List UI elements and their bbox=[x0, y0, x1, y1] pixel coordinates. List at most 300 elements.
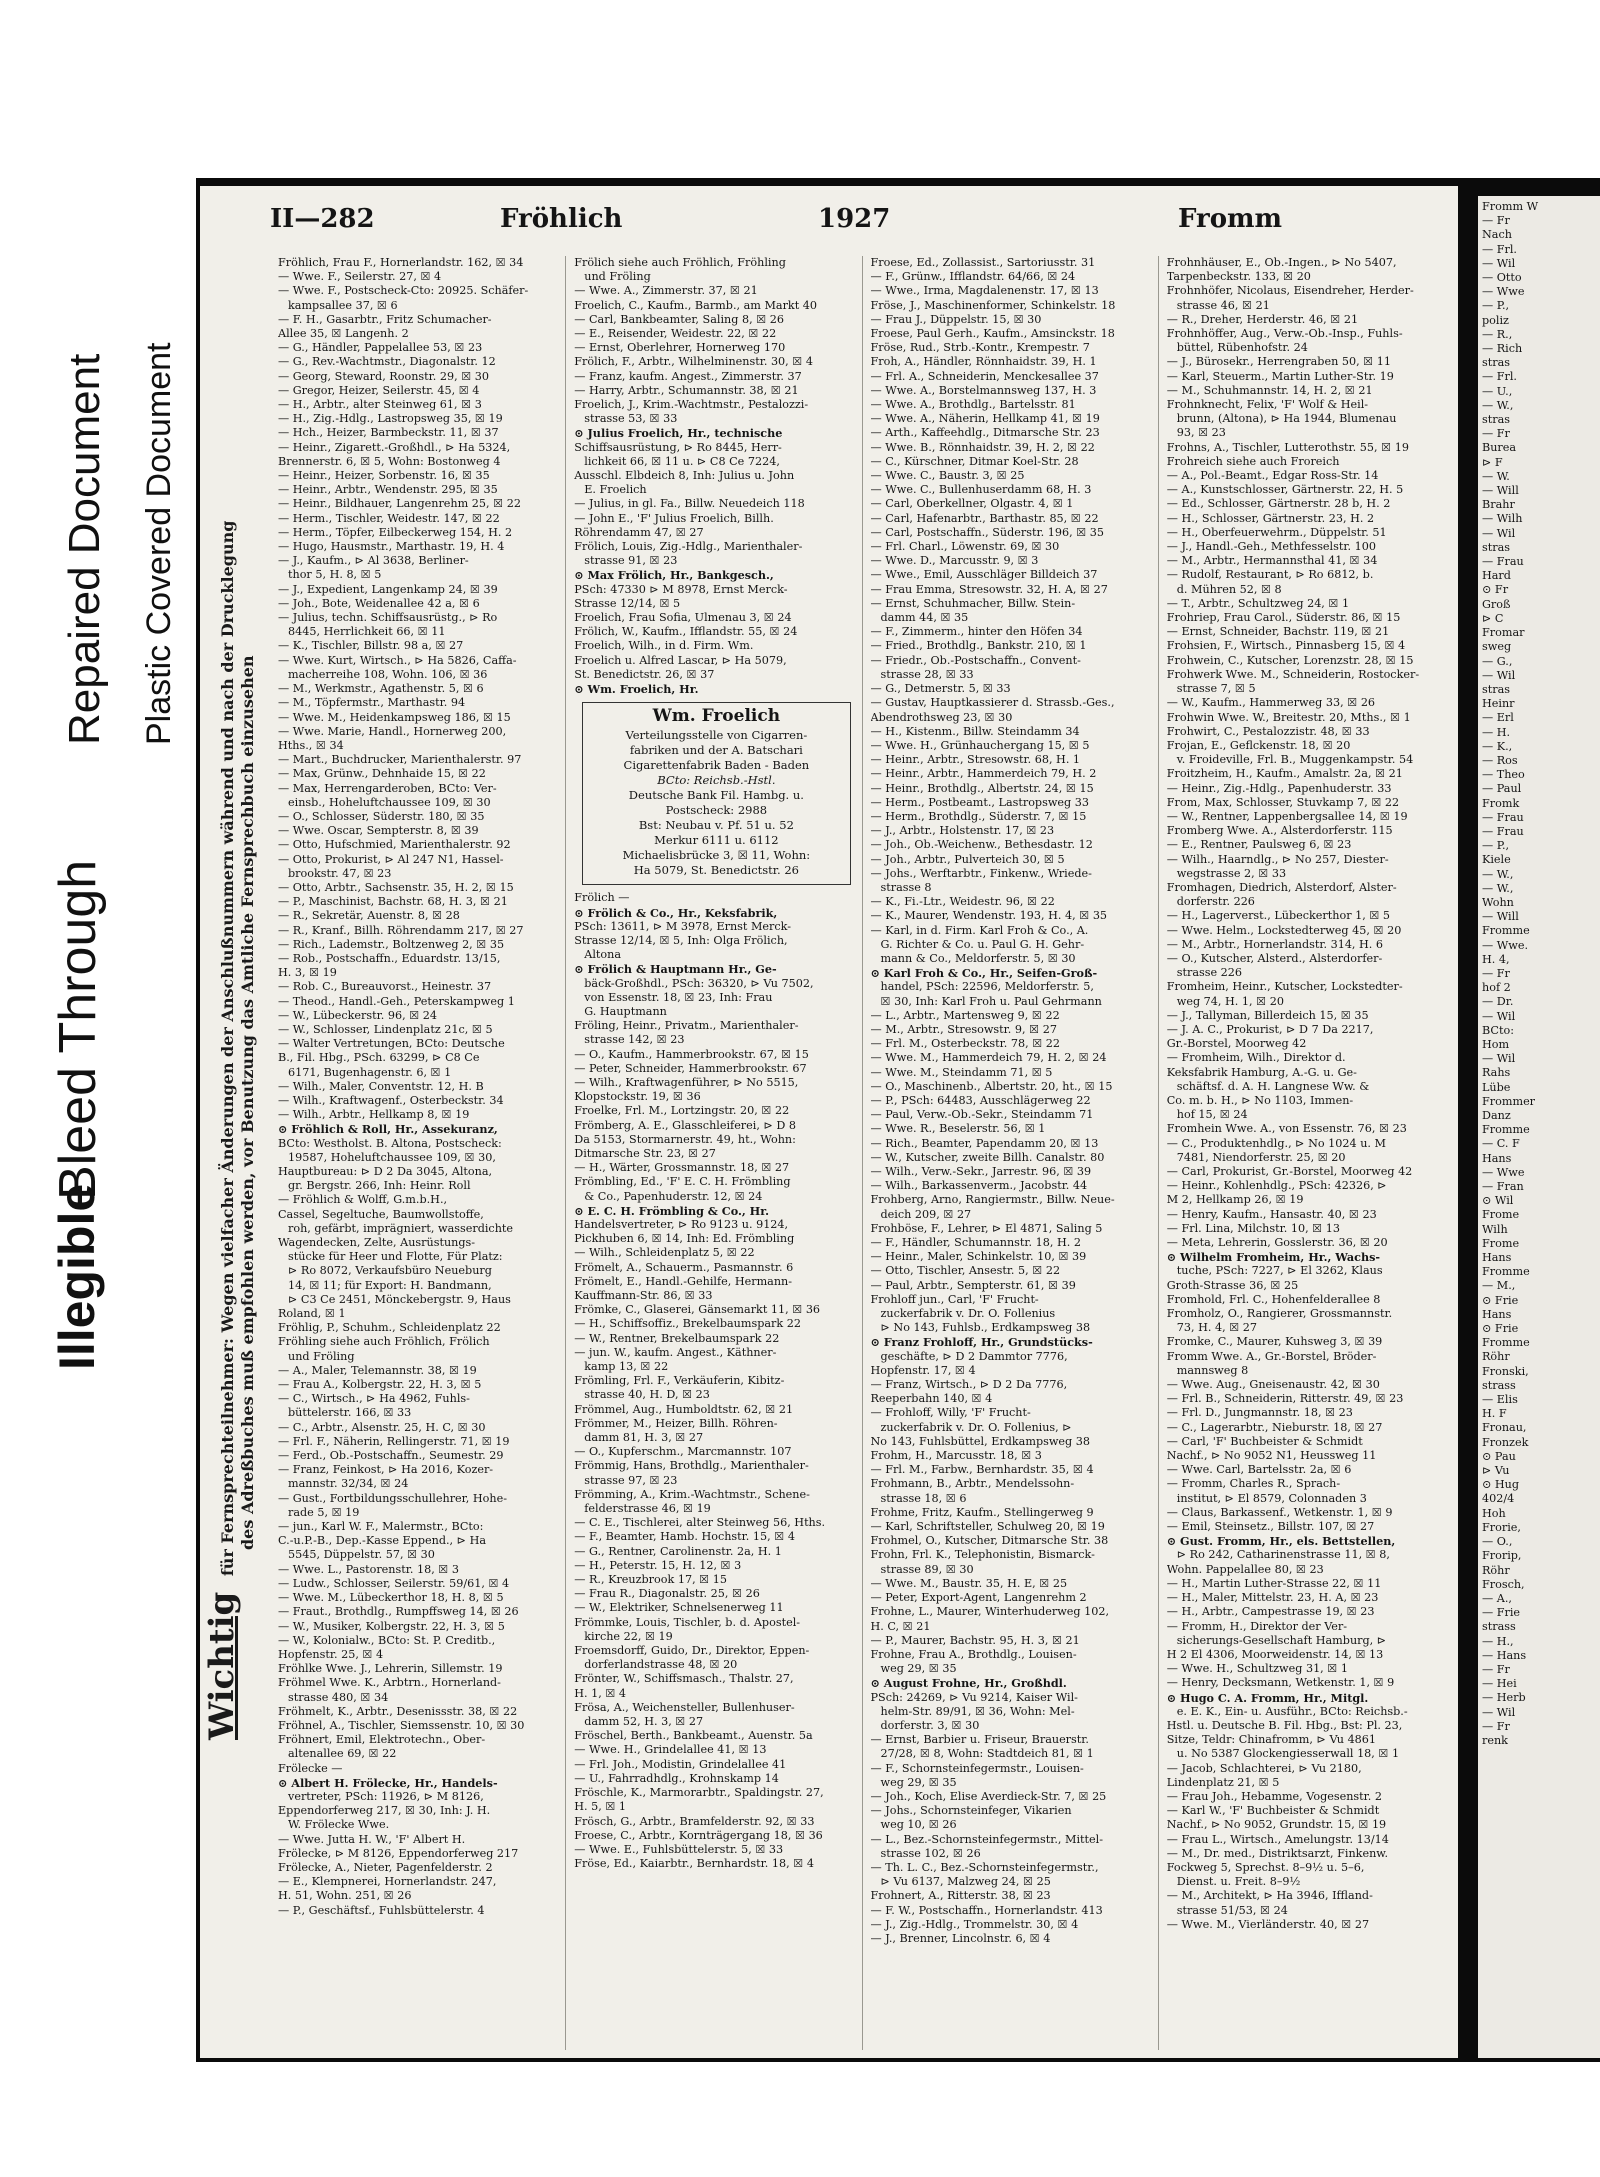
directory-entry-line: Fröhlig, P., Schuhm., Schleidenplatz 22 bbox=[278, 1321, 501, 1335]
header-left-word: Fröhlich bbox=[500, 204, 623, 234]
directory-entry-line: & Co., Papenhuderstr. 12, ☒ 24 bbox=[584, 1189, 763, 1203]
directory-entry-line: — Wilh., Arbtr., Hellkamp 8, ☒ 19 bbox=[278, 1108, 470, 1122]
directory-entry-line: — Ernst, Schuhmacher, Billw. Stein- bbox=[870, 596, 1076, 610]
next-page-fragment: — M., bbox=[1482, 1279, 1516, 1293]
directory-entry-line: ⊙ Wilhelm Fromheim, Hr., Wachs- bbox=[1166, 1250, 1381, 1265]
directory-entry-line: — W., Elektriker, Schnelsenerweg 11 bbox=[574, 1601, 784, 1615]
directory-entry-line: — C., Arbtr., Alsenstr. 25, H. C, ☒ 30 bbox=[278, 1420, 486, 1434]
next-page-fragment: Danz bbox=[1482, 1109, 1511, 1122]
directory-entry-line: — Heinr., Brothdlg., Albertstr. 24, ☒ 15 bbox=[870, 781, 1094, 795]
directory-entry-line: Frölich siehe auch Fröhlich, Fröhling bbox=[574, 256, 786, 269]
directory-entry-line: — G., Detmerstr. 5, ☒ 33 bbox=[870, 682, 1011, 696]
side-notice-line-2: des Adreßbuches muß empfohlen werden, vor Benutzung das Amtliche Fernsprechbuch einzusehen bbox=[238, 655, 257, 1550]
directory-entry-line: Fröse, J., Maschinenformer, Schinkelstr. 18 bbox=[870, 298, 1116, 312]
directory-entry-line: — Wilh., Haarndlg., ⊳ No 257, Diester- bbox=[1166, 852, 1389, 866]
directory-entry-line: Ditmarsche Str. 23, ☒ 27 bbox=[574, 1146, 716, 1160]
directory-entry-line: — Friedr., Ob.-Postschaffn., Convent- bbox=[870, 653, 1081, 667]
directory-entry-line: 8445, Herrlichkeit 66, ☒ 11 bbox=[288, 625, 446, 639]
directory-entry-line: und Fröling bbox=[584, 270, 651, 284]
directory-entry-line: — Wwe. M., Heidenkampsweg 186, ☒ 15 bbox=[278, 710, 511, 724]
next-page-fragment: — O., bbox=[1482, 1535, 1513, 1549]
directory-entry-line: handel, PSch: 22596, Meldorferstr. 5, bbox=[880, 980, 1094, 994]
directory-entry-line: geschäfte, ⊳ D 2 Dammtor 7776, bbox=[880, 1349, 1068, 1363]
next-page-fragment: ⊙ Frie bbox=[1482, 1322, 1519, 1336]
directory-entry-line: Froese, C., Arbtr., Kornträgergang 18, ☒ 36 bbox=[574, 1828, 823, 1842]
directory-entry-line: Frohmel, O., Kutscher, Ditmarsche Str. 38 bbox=[870, 1534, 1109, 1548]
next-page-fragment: — Fr bbox=[1482, 214, 1510, 228]
directory-entry-line: — Wwe. M., Baustr. 35, H. E, ☒ 25 bbox=[870, 1576, 1068, 1590]
directory-entry-line: — Max, Herrengarderoben, BCto: Ver- bbox=[278, 781, 497, 795]
directory-entry-line: — M., Werkmstr., Agathenstr. 5, ☒ 6 bbox=[278, 682, 484, 696]
next-page-fragment: Hans bbox=[1482, 1307, 1512, 1321]
directory-entry-line: Frohloff jun., Carl, 'F' Frucht- bbox=[870, 1292, 1039, 1306]
next-page-fragment: Frorip, bbox=[1482, 1549, 1522, 1563]
directory-entry-line: tuche, PSch: 7227, ⊳ El 3262, Klaus bbox=[1176, 1264, 1383, 1278]
directory-entry-line: — M., Arbtr., Stresowstr. 9, ☒ 27 bbox=[870, 1022, 1057, 1036]
directory-entry-line: — Rob. C., Bureauvorst., Heinestr. 37 bbox=[278, 980, 492, 994]
directory-entry-line: — F., Händler, Schumannstr. 18, H. 2 bbox=[870, 1236, 1081, 1250]
directory-entry-line: Wohn. Pappelallee 80, ☒ 23 bbox=[1166, 1562, 1324, 1576]
directory-entry-line: — H., Arbtr., Campestrasse 19, ☒ 23 bbox=[1166, 1605, 1375, 1619]
directory-entry-line: Kauffmann-Str. 86, ☒ 33 bbox=[574, 1288, 713, 1302]
directory-entry-line: Groth-Strasse 36, ☒ 25 bbox=[1166, 1278, 1299, 1292]
next-page-fragment: — G., bbox=[1482, 654, 1513, 668]
directory-entry-line: — W., Rentner, Lappenbergsallee 14, ☒ 19 bbox=[1166, 809, 1408, 823]
directory-entry-line: — Frl. M., Osterbeckstr. 78, ☒ 22 bbox=[870, 1037, 1061, 1051]
next-page-fragment: — H., bbox=[1482, 1634, 1514, 1648]
directory-entry-line: — Wilh., Kraftwagenführer, ⊳ No 5515, bbox=[574, 1075, 799, 1089]
directory-entry-line: — H., Martin Luther-Strasse 22, ☒ 11 bbox=[1166, 1576, 1382, 1590]
directory-entry-line: macherreihe 108, Wohn. 106, ☒ 36 bbox=[288, 667, 488, 681]
next-page-fragment: poliz bbox=[1482, 313, 1509, 327]
directory-entry-line: — C. E., Tischlerei, alter Steinweg 56, Hths. bbox=[574, 1516, 826, 1530]
directory-entry-line: ⊙ August Frohne, Hr., Großhdl. bbox=[870, 1676, 1067, 1691]
next-page-fragment: strass bbox=[1482, 1620, 1516, 1634]
directory-entry-line: rade 5, ☒ 19 bbox=[288, 1505, 360, 1519]
directory-entry-line: — J., Tallyman, Billerdeich 15, ☒ 35 bbox=[1166, 1008, 1369, 1022]
directory-entry-line: Froelke, Frl. M., Lortzingstr. 20, ☒ 22 bbox=[574, 1104, 790, 1118]
directory-entry-line: Fröhmelt, K., Arbtr., Desenissstr. 38, ☒ 22 bbox=[278, 1704, 518, 1718]
directory-entry-line: — Heinr., Bildhauer, Langenrehm 25, ☒ 22 bbox=[278, 497, 521, 511]
directory-entry-line: Da 5153, Stormarnerstr. 49, ht., Wohn: bbox=[574, 1132, 796, 1146]
next-page-fragment: Hans bbox=[1482, 1251, 1512, 1265]
directory-entry-line: — C., Lagerarbtr., Nieburstr. 18, ☒ 27 bbox=[1166, 1420, 1383, 1434]
directory-entry-line: — J., Arbtr., Holstenstr. 17, ☒ 23 bbox=[870, 824, 1055, 838]
directory-entry-line: büttel, Rübenhofstr. 24 bbox=[1176, 341, 1308, 355]
directory-entry-line: Frösa, A., Weichensteller, Bullenhuser- bbox=[574, 1700, 795, 1714]
directory-entry-line: strasse 40, H. D, ☒ 23 bbox=[584, 1388, 710, 1402]
directory-entry-line: dorferstr. 226 bbox=[1176, 895, 1255, 909]
directory-entry-line: — Rob., Postschaffn., Eduardstr. 13/15, bbox=[278, 951, 501, 965]
directory-entry-line: — P., Geschäftsf., Fuhlsbüttelerstr. 4 bbox=[278, 1903, 485, 1917]
next-page-fragment: Heinr bbox=[1482, 697, 1515, 711]
next-page-fragment: — Fr bbox=[1482, 1719, 1510, 1733]
directory-entry-line: Fromheim, Heinr., Kutscher, Lockstedter- bbox=[1166, 980, 1403, 994]
directory-entry-line: Frölecke, ⊳ M 8126, Eppendorferweg 217 bbox=[278, 1846, 519, 1860]
directory-entry-line: Nachf., ⊳ No 9052, Grundstr. 15, ☒ 19 bbox=[1166, 1818, 1387, 1832]
directory-entry-line: — Carl, Hafenarbtr., Barthastr. 85, ☒ 22 bbox=[870, 511, 1099, 525]
directory-entry-line: Strasse 12/14, ☒ 5, Inh: Olga Frölich, bbox=[574, 933, 788, 947]
directory-entry-line: strasse 28, ☒ 33 bbox=[880, 667, 974, 681]
directory-entry-line: — W., Kolonialw., BCto: St. P. Creditb., bbox=[278, 1633, 496, 1647]
directory-entry-line: strasse 8 bbox=[880, 880, 932, 894]
directory-entry-line: — M., Dr. med., Distriktsarzt, Finkenw. bbox=[1166, 1846, 1389, 1860]
directory-entry-line: Hths., ☒ 34 bbox=[278, 738, 344, 752]
directory-entry-line: — F., Schornsteinfegermstr., Louisen- bbox=[870, 1761, 1084, 1775]
directory-entry-line: — Claus, Barkassenf., Wetkenstr. 1, ☒ 9 bbox=[1166, 1505, 1393, 1519]
directory-entry-line: — Hugo, Hausmstr., Marthastr. 19, H. 4 bbox=[278, 540, 505, 554]
next-page-fragment: BCto: bbox=[1482, 1023, 1514, 1037]
next-page-fragment: stras bbox=[1482, 413, 1510, 427]
directory-entry-line: — Wwe. M., Steindamm 71, ☒ 5 bbox=[870, 1065, 1053, 1079]
directory-entry-line: — F., Grünw., Ifflandstr. 64/66, ☒ 24 bbox=[870, 270, 1076, 284]
directory-entry-line: — Paul, Verw.-Ob.-Sekr., Steindamm 71 bbox=[870, 1108, 1094, 1122]
directory-entry-line: Handelsvertreter, ⊳ Ro 9123 u. 9124, bbox=[574, 1217, 789, 1231]
directory-entry-line: dorferstr. 3, ☒ 30 bbox=[880, 1718, 980, 1732]
directory-entry-line: — H., Lagerverst., Lübeckerthor 1, ☒ 5 bbox=[1166, 909, 1391, 923]
directory-entry-line: — Gust., Fortbildungsschullehrer, Hohe- bbox=[278, 1491, 508, 1505]
directory-entry-line: mann & Co., Meldorferstr. 5, ☒ 30 bbox=[880, 951, 1076, 965]
directory-entry-line: — Johs., Werftarbtr., Finkenw., Wriede- bbox=[870, 866, 1092, 880]
next-page-fragment: — Ros bbox=[1482, 753, 1518, 767]
directory-entry-line: — J., Expedient, Langenkamp 24, ☒ 39 bbox=[278, 582, 498, 596]
directory-entry-line: strasse 142, ☒ 23 bbox=[584, 1033, 685, 1047]
directory-entry-line: — W., Rentner, Brekelbaumspark 22 bbox=[574, 1331, 780, 1345]
directory-entry-line: — Franz, kaufm. Angest., Zimmerstr. 37 bbox=[574, 369, 802, 383]
directory-entry-line: Froelich, C., Kaufm., Barmb., am Markt 40 bbox=[574, 298, 817, 312]
directory-entry-line: Altona bbox=[584, 948, 622, 962]
next-page-fragment: — Dr. bbox=[1482, 995, 1514, 1009]
directory-entry-line: — E., Rentner, Paulsweg 6, ☒ 23 bbox=[1166, 838, 1352, 852]
directory-entry-line: BCto: Westholst. B. Altona, Postscheck: bbox=[278, 1136, 502, 1150]
directory-entry-line: — Frl. Charl., Löwenstr. 69, ☒ 30 bbox=[870, 540, 1060, 554]
directory-entry-line: Allee 35, ☒ Langenh. 2 bbox=[278, 327, 409, 341]
directory-entry-line: G. Hauptmann bbox=[584, 1004, 667, 1018]
directory-entry-line: — O., Schlosser, Süderstr. 180, ☒ 35 bbox=[278, 809, 485, 823]
directory-entry-line: thor 5, H. 8, ☒ 5 bbox=[288, 568, 382, 582]
directory-entry-line: e. E. K., Ein- u. Ausführ., BCto: Reichsb.- bbox=[1176, 1704, 1408, 1718]
directory-entry-line: — Otto, Tischler, Ansestr. 5, ☒ 22 bbox=[870, 1264, 1061, 1278]
directory-entry-line: H. 51, Wohn. 251, ☒ 26 bbox=[278, 1889, 412, 1903]
directory-entry-line: — Arth., Kaffeehdlg., Ditmarsche Str. 23 bbox=[870, 426, 1100, 440]
directory-entry-line: — Fraut., Brothdlg., Rumpffsweg 14, ☒ 26 bbox=[278, 1605, 519, 1619]
directory-entry-line: weg 29, ☒ 35 bbox=[880, 1662, 957, 1676]
directory-entry-line: Hstl. u. Deutsche B. Fil. Hbg., Bst: Pl. 23, bbox=[1166, 1718, 1403, 1732]
directory-entry-line: Frömling, Frl. F., Verkäuferin, Kibitz- bbox=[574, 1374, 785, 1388]
next-page-fragment: Nach bbox=[1482, 228, 1512, 242]
directory-entry-line: weg 10, ☒ 26 bbox=[880, 1818, 957, 1832]
directory-entry-line: — Harry, Arbtr., Schumannstr. 38, ☒ 21 bbox=[574, 383, 799, 397]
page-number: II—282 bbox=[270, 204, 375, 234]
directory-entry-line: — M., Architekt, ⊳ Ha 3946, Iffland- bbox=[1166, 1889, 1373, 1903]
directory-entry-line: E. Froelich bbox=[584, 483, 647, 497]
directory-entry-line: Fröse, Ed., Kaiarbtr., Bernhardstr. 18, ☒ 4 bbox=[574, 1857, 814, 1871]
directory-entry-line: H. 5, ☒ 1 bbox=[574, 1800, 627, 1814]
directory-entry-line: — Wilh., Maler, Conventstr. 12, H. B bbox=[278, 1079, 484, 1093]
next-page-fragment: — Paul bbox=[1482, 782, 1522, 796]
directory-entry-line: — Wwe. Aug., Gneisenaustr. 42, ☒ 30 bbox=[1166, 1378, 1380, 1392]
directory-entry-line: Fröschle, K., Marmorarbtr., Spaldingstr. 27, bbox=[574, 1786, 824, 1800]
directory-entry-line: — P., PSch: 64483, Ausschlägerweg 22 bbox=[870, 1093, 1091, 1107]
directory-entry-line: ⊙ Hugo C. A. Fromm, Hr., Mitgl. bbox=[1166, 1690, 1369, 1705]
directory-entry-line: — Herm., Brothdlg., Süderstr. 7, ☒ 15 bbox=[870, 809, 1087, 823]
directory-entry-line: — Theod., Handl.-Geh., Peterskampweg 1 bbox=[278, 994, 515, 1008]
directory-entry-line: Froese, Ed., Zollassist., Sartoriusstr. 31 bbox=[870, 256, 1096, 269]
next-page-fragment: strass bbox=[1482, 1378, 1516, 1392]
directory-entry-line: — Carl, Oberkellner, Olgastr. 4, ☒ 1 bbox=[870, 497, 1074, 511]
directory-entry-line: — Otto, Prokurist, ⊳ Al 247 N1, Hassel- bbox=[278, 852, 504, 866]
directory-entry-line: vertreter, PSch: 11926, ⊳ M 8126, bbox=[288, 1789, 484, 1803]
directory-entry-line: — U., Fahrradhdlg., Krohnskamp 14 bbox=[574, 1771, 779, 1785]
directory-entry-line: — M., Arbtr., Hermannsthal 41, ☒ 34 bbox=[1166, 554, 1378, 568]
directory-entry-line: C.-u.P.-B., Dep.-Kasse Eppend., ⊳ Ha bbox=[278, 1534, 487, 1548]
directory-entry-line: — Georg, Steward, Roonstr. 29, ☒ 30 bbox=[278, 369, 490, 383]
directory-entry-line: büttelerstr. 166, ☒ 33 bbox=[288, 1406, 412, 1420]
directory-entry-line: — Peter, Schneider, Hammerbrookstr. 67 bbox=[574, 1061, 807, 1075]
directory-entry-line: Frohreich siehe auch Froreich bbox=[1166, 454, 1340, 468]
directory-entry-line: brookstr. 47, ☒ 23 bbox=[288, 866, 392, 880]
directory-entry-line: Reeperbahn 140, ☒ 4 bbox=[870, 1392, 993, 1406]
directory-entry-line: Keksfabrik Hamburg, A.-G. u. Ge- bbox=[1166, 1065, 1357, 1079]
directory-entry-line: — Herm., Postbeamt., Lastropsweg 33 bbox=[870, 795, 1089, 809]
directory-entry-line: — Peter, Export-Agent, Langenrehm 2 bbox=[870, 1591, 1087, 1605]
directory-entry-line: stücke für Heer und Flotte, Für Platz: bbox=[288, 1250, 503, 1264]
advertisement-line: Michaelisbrücke 3, ☒ 11, Wohn: bbox=[622, 848, 811, 863]
directory-entry-line: strasse 89, ☒ 30 bbox=[880, 1562, 974, 1576]
next-page-fragment: Fromme bbox=[1482, 1336, 1530, 1350]
directory-column-1 bbox=[278, 256, 566, 2050]
directory-entry-line: damm 44, ☒ 35 bbox=[880, 611, 969, 625]
directory-entry-line: Frohwin Wwe. W., Breitestr. 20, Mths., ☒ 1 bbox=[1166, 710, 1411, 724]
plastic-covered-stamp: Plastic Covered Document bbox=[140, 342, 178, 745]
directory-entry-line: ☒ 30, Inh: Karl Froh u. Paul Gehrmann bbox=[880, 994, 1102, 1008]
directory-entry-line: — Th. L. C., Bez.-Schornsteinfegermstr., bbox=[870, 1860, 1099, 1874]
next-page-fragment: — Wil bbox=[1482, 1705, 1516, 1719]
next-page-fragment: Wilh bbox=[1482, 1222, 1508, 1236]
next-page-fragment: Frome bbox=[1482, 1208, 1520, 1222]
directory-entry-line: ⊙ Max Frölich, Hr., Bankgesch., bbox=[574, 568, 774, 583]
directory-entry-line: Sitze, Teldr: Chinafromm, ⊳ Vu 4861 bbox=[1166, 1733, 1377, 1747]
directory-entry-line: — Joh., Arbtr., Pulverteich 30, ☒ 5 bbox=[870, 852, 1065, 866]
directory-entry-line: H. 1, ☒ 4 bbox=[574, 1686, 627, 1700]
directory-entry-line: — Heinr., Zigarett.-Großhdl., ⊳ Ha 5324, bbox=[278, 440, 511, 454]
next-page-fragment: stras bbox=[1482, 682, 1510, 696]
directory-entry-line: — Karl, in d. Firm. Karl Froh & Co., A. bbox=[870, 923, 1089, 937]
next-page-fragment: Fromme bbox=[1482, 1265, 1530, 1279]
directory-entry-line: — J., Zig.-Hdlg., Trommelstr. 30, ☒ 4 bbox=[870, 1917, 1079, 1931]
directory-entry-line: — M., Schuhmannstr. 14, H. 2, ☒ 21 bbox=[1166, 383, 1373, 397]
directory-entry-line: PSch: 13611, ⊳ M 3978, Ernst Merck- bbox=[574, 919, 792, 933]
directory-entry-line: — Frl. B., Schneiderin, Ritterstr. 49, ☒ 23 bbox=[1166, 1392, 1404, 1406]
directory-entry-line: — L., Arbtr., Martensweg 9, ☒ 22 bbox=[870, 1008, 1060, 1022]
directory-entry-line: — W., Schlosser, Lindenplatz 21c, ☒ 5 bbox=[278, 1022, 493, 1036]
next-page-fragment: — Fr bbox=[1482, 966, 1510, 980]
directory-entry-line: — Wilh., Schleidenplatz 5, ☒ 22 bbox=[574, 1246, 755, 1260]
directory-entry-line: — Frau Emma, Stresowstr. 32, H. A, ☒ 27 bbox=[870, 582, 1108, 596]
directory-entry-line: — Ferd., Ob.-Postschaffn., Seumestr. 29 bbox=[278, 1449, 504, 1463]
directory-entry-line: Frohnhäuser, E., Ob.-Ingen., ⊳ No 5407, bbox=[1166, 256, 1397, 269]
directory-entry-line: ⊙ Fröhlich & Roll, Hr., Assekuranz, bbox=[278, 1122, 498, 1137]
directory-entry-line: schäftsf. d. A. H. Langnese Ww. & bbox=[1176, 1079, 1370, 1093]
directory-entry-line: — Joh., Ob.-Weichenw., Bethesdastr. 12 bbox=[870, 838, 1093, 852]
directory-entry-line: — L., Bez.-Schornsteinfegermstr., Mittel- bbox=[870, 1832, 1104, 1846]
next-page-fragment: sweg bbox=[1482, 640, 1512, 654]
next-page-fragment: Kiele bbox=[1482, 853, 1511, 867]
directory-entry-line: — Wwe. Carl, Bartelsstr. 2a, ☒ 6 bbox=[1166, 1463, 1352, 1477]
directory-entry-line: institut, ⊳ El 8579, Colonnaden 3 bbox=[1176, 1491, 1367, 1505]
directory-entry-line: — G., Händler, Pappelallee 53, ☒ 23 bbox=[278, 341, 483, 355]
directory-entry-line: — Wwe. A., Brothdlg., Bartelsstr. 81 bbox=[870, 398, 1076, 412]
directory-entry-line: — Wwe. M., Vierländerstr. 40, ☒ 27 bbox=[1166, 1917, 1370, 1931]
directory-entry-line: roh, gefärbt, imprägniert, wasserdichte bbox=[288, 1221, 514, 1235]
next-page-fragment: ⊳ C bbox=[1482, 611, 1504, 625]
directory-entry-line: — Jacob, Schlachterei, ⊳ Vu 2180, bbox=[1166, 1761, 1362, 1775]
directory-entry-line: — Wilh., Verw.-Sekr., Jarrestr. 96, ☒ 39 bbox=[870, 1165, 1092, 1178]
directory-entry-line: — Ernst, Schneider, Bachstr. 119, ☒ 21 bbox=[1166, 625, 1390, 639]
directory-entry-line: Frölecke — bbox=[278, 1761, 343, 1775]
directory-entry-line: — Gustav, Hauptkassierer d. Strassb.-Ges., bbox=[870, 696, 1115, 710]
next-page-fragment: — Fr bbox=[1482, 427, 1510, 441]
directory-entry-line: — Walter Vertretungen, BCto: Deutsche bbox=[278, 1037, 505, 1051]
directory-entry-line: ⊳ No 143, Fuhlsb., Erdkampsweg 38 bbox=[880, 1321, 1091, 1335]
directory-entry-line: — F. H., Gasarbtr., Fritz Schumacher- bbox=[278, 312, 492, 326]
directory-entry-line: Frölich — bbox=[574, 891, 630, 905]
next-page-edge bbox=[1478, 196, 1600, 2058]
next-page-fragments bbox=[1478, 196, 1600, 1748]
directory-entry-line: — H., Oberfeuerwehrm., Düppelstr. 51 bbox=[1166, 525, 1387, 539]
directory-entry-line: ⊳ Ro 242, Catharinenstrasse 11, ☒ 8, bbox=[1176, 1548, 1390, 1562]
directory-entry-line: — Fröhlich & Wolff, G.m.b.H., bbox=[278, 1193, 448, 1207]
directory-entry-line: — Ed., Schlosser, Gärtnerstr. 28 b, H. 2 bbox=[1166, 497, 1391, 511]
next-page-fragment: Fromme bbox=[1482, 924, 1530, 938]
directory-entry-line: mannsweg 8 bbox=[1176, 1363, 1249, 1377]
next-page-fragment: — Wil bbox=[1482, 526, 1516, 540]
next-page-fragment: — W., bbox=[1482, 867, 1514, 881]
directory-entry-line: — Mart., Buchdrucker, Marienthalerstr. 97 bbox=[278, 753, 522, 767]
next-page-fragment: Fronau, bbox=[1482, 1421, 1527, 1435]
directory-entry-line: — Wwe. B., Rönnhaidstr. 39, H. 2, ☒ 22 bbox=[870, 440, 1095, 454]
directory-column-4 bbox=[1167, 256, 1454, 2050]
directory-entry-line: — E., Reisender, Weidestr. 22, ☒ 22 bbox=[574, 327, 777, 341]
next-page-fragment: Fromk bbox=[1482, 796, 1520, 810]
directory-entry-line: Nachf., ⊳ No 9052 N1, Heussweg 11 bbox=[1166, 1449, 1377, 1463]
next-page-fragment: Frorie, bbox=[1482, 1520, 1521, 1534]
directory-entry-line: — E., Klempnerei, Hornerlandstr. 247, bbox=[278, 1875, 497, 1889]
directory-entry-line: strasse 18, ☒ 6 bbox=[880, 1491, 967, 1505]
directory-entry-line: — Max, Grünw., Dehnhaide 15, ☒ 22 bbox=[278, 767, 486, 781]
directory-entry-line: Froelich, Frau Sofia, Ulmenau 3, ☒ 24 bbox=[574, 611, 792, 625]
directory-entry-line: — Wwe. F., Postscheck-Cto: 20925. Schäfer- bbox=[278, 284, 529, 298]
directory-entry-line: Frösch, G., Arbtr., Bramfelderstr. 92, ☒ 33 bbox=[574, 1814, 815, 1828]
directory-entry-line: Frömelt, A., Schauerm., Pasmannstr. 6 bbox=[574, 1260, 794, 1274]
directory-entry-line: dorferlandstrasse 48, ☒ 20 bbox=[584, 1658, 738, 1672]
directory-entry-line: — Herm., Tischler, Weidestr. 147, ☒ 22 bbox=[278, 511, 500, 525]
advertisement-line: Ha 5079, St. Benedictstr. 26 bbox=[633, 863, 799, 878]
directory-entry-line: Froemsdorff, Guido, Dr., Direktor, Eppen- bbox=[574, 1644, 810, 1658]
next-page-fragment: Hom bbox=[1482, 1037, 1510, 1051]
directory-entry-line: 14, ☒ 11; für Export: H. Bandmann, bbox=[288, 1278, 492, 1292]
directory-entry-line: strasse 226 bbox=[1176, 966, 1243, 980]
directory-entry-line: — Heinr., Arbtr., Hammerdeich 79, H. 2 bbox=[870, 767, 1097, 781]
directory-entry-line: ⊙ Frölich & Hauptmann Hr., Ge- bbox=[574, 962, 777, 977]
directory-entry-line: 19587, Hoheluftchaussee 109, ☒ 30, bbox=[288, 1150, 496, 1164]
directory-entry-line: strasse 53, ☒ 33 bbox=[584, 412, 678, 426]
directory-entry-line: M 2, Hellkamp 26, ☒ 19 bbox=[1166, 1193, 1304, 1207]
directory-entry-line: — J., Kaufm., ⊳ Al 3638, Berliner- bbox=[278, 554, 469, 568]
directory-entry-line: d. Mühren 52, ☒ 8 bbox=[1176, 582, 1282, 596]
directory-entry-line: 27/28, ☒ 8, Wohn: Stadtdeich 81, ☒ 1 bbox=[880, 1747, 1094, 1761]
side-notice-word: Wichtig bbox=[202, 1591, 242, 1740]
next-page-fragment: — Herb bbox=[1482, 1691, 1526, 1705]
advertisement-line: Deutsche Bank Fil. Hambg. u. bbox=[628, 788, 804, 803]
directory-entry-line: Dienst. u. Freit. 8–9½ bbox=[1176, 1875, 1301, 1889]
directory-entry-line: — Julius, techn. Schiffsausrüstg., ⊳ Ro bbox=[278, 611, 498, 625]
directory-entry-line: — Hch., Heizer, Barmbeckstr. 11, ☒ 37 bbox=[278, 426, 499, 440]
directory-entry-line: — J. A. C., Prokurist, ⊳ D 7 Da 2217, bbox=[1166, 1022, 1374, 1036]
directory-entry-line: Frohnhöffer, Aug., Verw.-Ob.-Insp., Fuhls- bbox=[1166, 327, 1403, 341]
directory-entry-line: — K., Fi.-Ltr., Weidestr. 96, ☒ 22 bbox=[870, 895, 1055, 909]
directory-entry-line: Frohriep, Frau Carol., Süderstr. 86, ☒ 15 bbox=[1166, 611, 1401, 625]
next-page-fragment: ⊳ F bbox=[1482, 455, 1503, 469]
directory-entry-line: — K., Maurer, Wendenstr. 193, H. 4, ☒ 35 bbox=[870, 909, 1108, 923]
next-page-fragment: — Frau bbox=[1482, 810, 1524, 824]
directory-entry-line: Froese, Paul Gerh., Kaufm., Amsinckstr. 18 bbox=[870, 327, 1115, 341]
directory-entry-line: — Frau L., Wirtsch., Amelungstr. 13/14 bbox=[1166, 1832, 1389, 1846]
directory-entry-line: — H., Arbtr., alter Steinweg 61, ☒ 3 bbox=[278, 398, 482, 412]
directory-entry-line: v. Froideville, Frl. B., Muggenkampstr. 54 bbox=[1176, 753, 1414, 767]
next-page-fragment: Rahs bbox=[1482, 1066, 1511, 1080]
advertisement-line: Verteilungsstelle von Cigarren- bbox=[625, 728, 808, 743]
next-page-fragment: — Frie bbox=[1482, 1606, 1521, 1620]
directory-entry-line: Fromholz, O., Rangierer, Grossmannstr. bbox=[1166, 1307, 1393, 1321]
next-page-fragment: Fromme bbox=[1482, 1123, 1530, 1137]
directory-entry-line: Hauptbureau: ⊳ D 2 Da 3045, Altona, bbox=[278, 1165, 493, 1178]
directory-entry-line: — Wwe. M., Hammerdeich 79, H. 2, ☒ 24 bbox=[870, 1051, 1107, 1065]
directory-entry-line: Fröhlich, Frau F., Hornerlandstr. 162, ☒ 34 bbox=[278, 256, 524, 269]
directory-entry-line: Fröling, Heinr., Privatm., Marienthaler- bbox=[574, 1019, 799, 1033]
advertisement-line: Postscheck: 2988 bbox=[665, 803, 768, 818]
directory-entry-line: — A., Kunstschlosser, Gärtnerstr. 22, H. 5 bbox=[1166, 483, 1404, 497]
directory-entry-line: — A., Maler, Telemannstr. 38, ☒ 19 bbox=[278, 1363, 477, 1377]
directory-entry-line: PSch: 47330 ⊳ M 8978, Ernst Merck- bbox=[574, 582, 788, 596]
directory-entry-line: — Wwe. Marie, Handl., Hornerweg 200, bbox=[278, 724, 507, 738]
directory-entry-line: — Frl. M., Farbw., Bernhardstr. 35, ☒ 4 bbox=[870, 1463, 1094, 1477]
directory-entry-line: Frohns, A., Tischler, Lutterothstr. 55, ☒ 19 bbox=[1166, 440, 1409, 454]
directory-entry-line: From, Max, Schlosser, Stuvkamp 7, ☒ 22 bbox=[1166, 795, 1400, 809]
next-page-fragment: ⊙ Wil bbox=[1482, 1194, 1514, 1208]
directory-entry-line: Frojan, E., Geflckenstr. 18, ☒ 20 bbox=[1166, 738, 1351, 752]
next-page-fragment: — R., bbox=[1482, 327, 1513, 341]
directory-entry-line: — Wilh., Barkassenverm., Jacobstr. 44 bbox=[870, 1179, 1088, 1193]
next-page-fragment: — Wwe bbox=[1482, 1165, 1525, 1179]
next-page-fragment: — Fran bbox=[1482, 1180, 1524, 1194]
next-page-fragment: — Frau bbox=[1482, 824, 1524, 838]
next-page-fragment: Burea bbox=[1482, 441, 1517, 455]
directory-entry-line: Froelich, J., Krim.-Wachtmstr., Pestalozzi- bbox=[574, 398, 809, 412]
next-page-fragment: Brahr bbox=[1482, 498, 1515, 512]
directory-entry-line: Frohnknecht, Felix, 'F' Wolf & Heil- bbox=[1166, 398, 1369, 412]
next-page-fragment: — Wwe. bbox=[1482, 938, 1528, 952]
directory-entry-line: — Carl, Bankbeamter, Saling 8, ☒ 26 bbox=[574, 312, 785, 326]
next-page-fragment: — Otto bbox=[1482, 271, 1522, 285]
directory-entry-line: G. Richter & Co. u. Paul G. H. Gehr- bbox=[880, 937, 1085, 951]
directory-entry-line: — Wwe. H., Grindelallee 41, ☒ 13 bbox=[574, 1743, 767, 1757]
directory-entry-line: B., Fil. Hbg., PSch. 63299, ⊳ C8 Ce bbox=[278, 1051, 480, 1065]
directory-entry-line: — W., Lübeckerstr. 96, ☒ 24 bbox=[278, 1008, 438, 1022]
directory-entry-line: zuckerfabrik v. Dr. O. Follenius bbox=[880, 1307, 1056, 1321]
directory-entry-line: — Rich., Beamter, Papendamm 20, ☒ 13 bbox=[870, 1136, 1099, 1150]
directory-entry-line: Abendrothsweg 23, ☒ 30 bbox=[870, 710, 1013, 724]
